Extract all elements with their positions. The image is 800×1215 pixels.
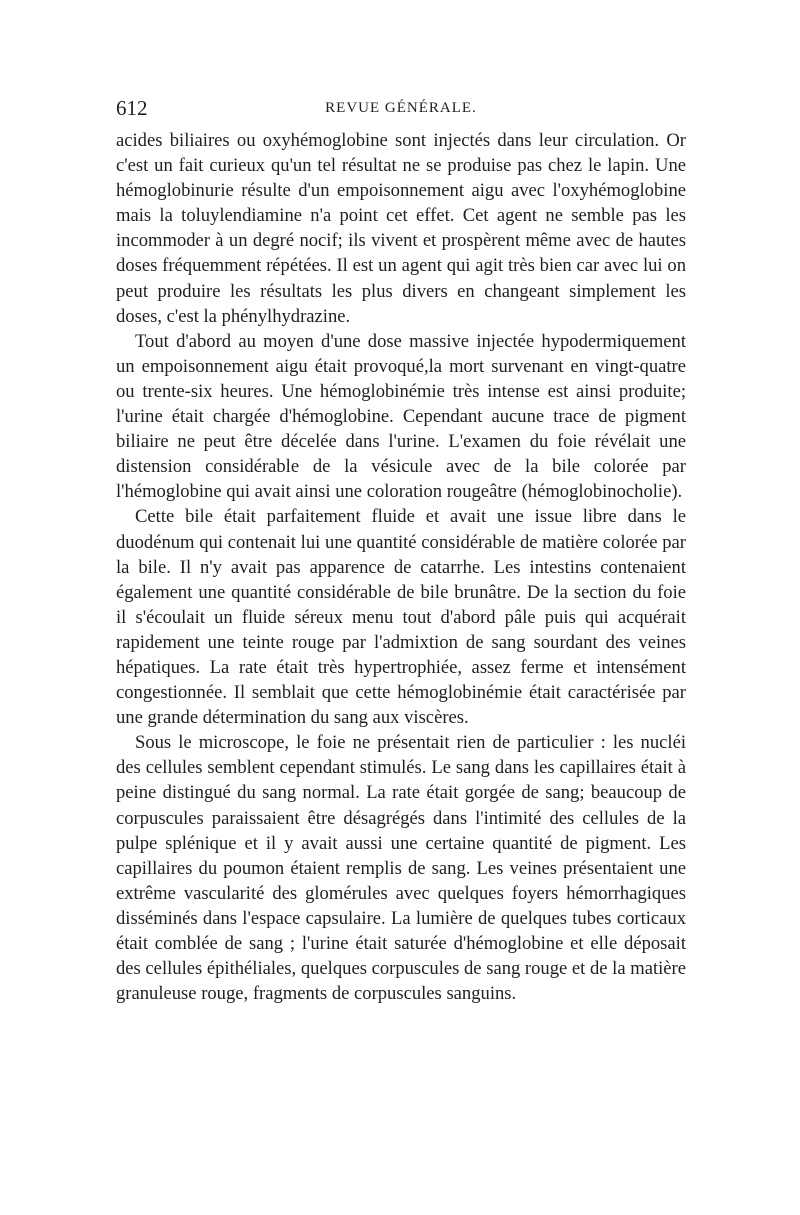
running-head: [116, 96, 686, 120]
paragraph-continued: acides biliaires ou oxyhémoglobine sont injectés dans leur circulation. Or c'est un fait curieux qu'un tel résultat ne se produise pas chez le lapin. Une hémoglobinurie résulte d'un empoisonnement aigu avec l'oxyhémoglobine mais la toluylendiamine n'a point cet effet. Cet agent ne semble pas les incommoder à un degré nocif; ils vivent et prospèrent même avec de hautes doses fréquemment répétées. Il est un agent qui agit très bien car avec lui on peut produire les résultats les plus divers en changeant simplement les doses, c'est la phénylhydrazine.: [116, 130, 686, 327]
page-number: 612: [116, 96, 148, 120]
paragraph-microscope: Sous le microscope, le foie ne présentait rien de particulier : les nucléi des cellules semblent cependant stimulés. Le sang dans les capillaires était à peine distingué du sang normal. La rate était gorgée de sang; beaucoup de corpuscules paraissaient être désagrégés dans l'intimité des cellules de la pulpe splénique et il y avait aussi une certaine quantité de pigment. Les capillaires du poumon étaient remplis de sang. Les veines présentaient une extrême vascularité des glomérules avec quelques foyers hémorrhagiques disséminés dans l'espace capsulaire. La lumière de quelques tubes corticaux était comblée de sang ; l'urine était saturée d'hémoglobine et elle déposait des cellules épithéliales, quelques corpuscules de sang rouge et de la matière granuleuse rouge, fragments de corpuscules sanguins.: [116, 732, 686, 1005]
journal-title: REVUE GÉNÉRALE.: [325, 100, 477, 116]
page: [116, 96, 686, 1006]
paragraph-phenylhydrazine-acute: Tout d'abord au moyen d'une dose massive injectée hypodermiquement un empoisonnement aigu était provoqué,la mort survenant en vingt-quatre ou trente-six heures. Une hémoglobinémie très intense est ainsi produite; l'urine était chargée d'hémoglobine. Cependant aucune trace de pigment biliaire ne peut être décelée dans l'urine. L'examen du foie révélait une distension considérable de la vésicule avec de la bile colorée par l'hémoglobine qui avait ainsi une coloration rougeâtre (hémoglobinocholie).: [116, 330, 686, 503]
paragraph-bile-description: Cette bile était parfaitement fluide et avait une issue libre dans le duodénum qui contenait lui une quantité considérable de matière colorée par la bile. Il n'y avait pas apparence de catarrhe. Les intestins contenaient également une quantité considérable de bile brunâtre. De la section du foie il s'écoulait un fluide séreux menu tout d'abord pâle puis qui acquérait rapidement une teinte rouge par l'admixtion de sang sourdant des veines hépatiques. La rate était très hypertrophiée, assez ferme et intensément congestionnée. Il semblait que cette hémoglobinémie était caractérisée par une grande détermination du sang aux viscères.: [116, 506, 686, 729]
